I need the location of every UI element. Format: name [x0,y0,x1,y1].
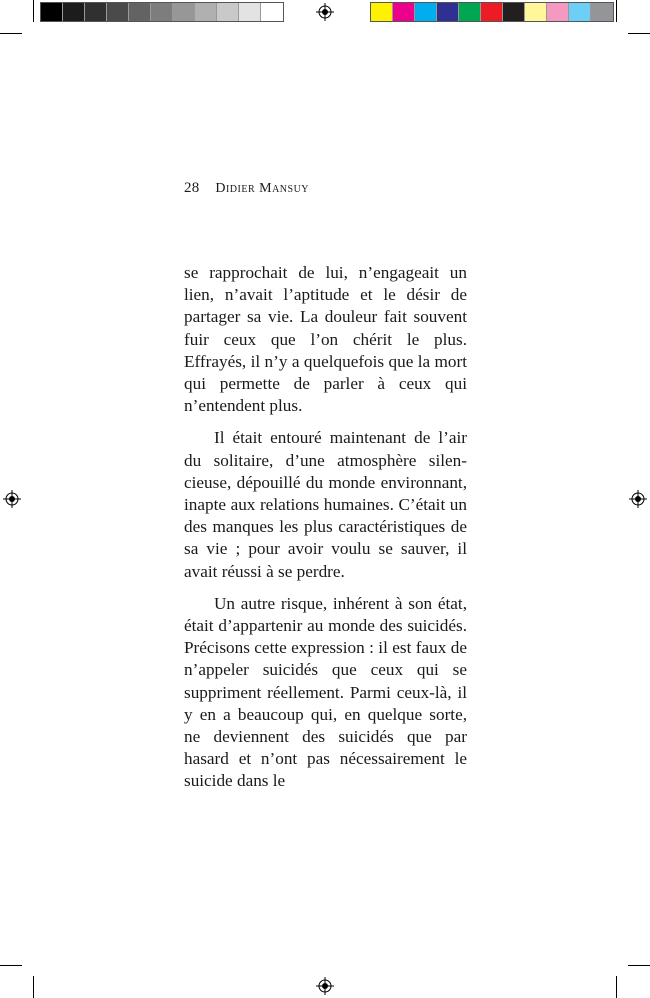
grayscale-swatch [239,3,261,21]
grayscale-swatch [107,3,129,21]
grayscale-swatch [195,3,217,21]
running-head-author: Didier Mansuy [215,181,310,196]
grayscale-swatch [129,3,151,21]
process-swatch [437,3,459,21]
crop-mark-top-left-horizontal [0,33,22,34]
grayscale-swatch [173,3,195,21]
grayscale-swatch [261,3,283,21]
crop-mark-top-right-horizontal [628,33,650,34]
crop-mark-bottom-left-vertical [33,976,34,998]
registration-mark-left-icon [3,490,21,508]
registration-mark-right-icon [629,490,647,508]
process-swatch [525,3,547,21]
paragraph-1: se rapprochait de lui, n’engageait un lien, n’avait l’aptitude et le désir de partager sa vie. La douleur fait souvent fuir ceux que l’on chérit le plus. Effrayés, il n’y a quelquefois que la mort qui permette de parler à ceux qui n’entendent plus. [184,263,467,416]
process-swatch [547,3,569,21]
registration-mark-top-icon [316,3,334,21]
paragraph-2: Il était entouré maintenant de l’air du solitaire, d’une atmosphère silencieuse, dépouillé du monde environnant, inapte aux relations humaines. C’était un des manques les plus caractéristiques de sa vie ; pour avoir voulu se sauver, il avait réussi à se perdre. [184,428,467,581]
crop-mark-bottom-right-vertical [616,976,617,998]
crop-mark-bottom-left-horizontal [0,965,22,966]
process-color-bar [370,2,614,22]
running-head [184,180,309,197]
grayscale-swatch [85,3,107,21]
process-swatch [569,3,591,21]
process-swatch [459,3,481,21]
process-swatch [481,3,503,21]
grayscale-swatch [63,3,85,21]
process-swatch [393,3,415,21]
page-number: 28 [184,180,200,196]
grayscale-swatch [217,3,239,21]
process-swatch [591,3,613,21]
process-swatch [371,3,393,21]
process-swatch [503,3,525,21]
crop-mark-top-left-vertical [33,0,34,22]
registration-mark-bottom-icon [316,977,334,995]
crop-mark-bottom-right-horizontal [628,965,650,966]
grayscale-swatch [41,3,63,21]
grayscale-swatch [151,3,173,21]
crop-mark-top-right-vertical [616,0,617,22]
grayscale-color-bar [40,2,284,22]
body-text [184,262,467,803]
process-swatch [415,3,437,21]
paragraph-3: Un autre risque, inhérent à son état, était d’appartenir au monde des suicidés. Précisons cette expression : il est faux de n’appeler suicidés que ceux qui se suppriment réellement. Parmi ceux-là, il y en a beaucoup qui, en quelque sorte, ne deviennent des suicidés que par hasard et n’ont pas nécessairement le suicide dans le [184,593,467,791]
